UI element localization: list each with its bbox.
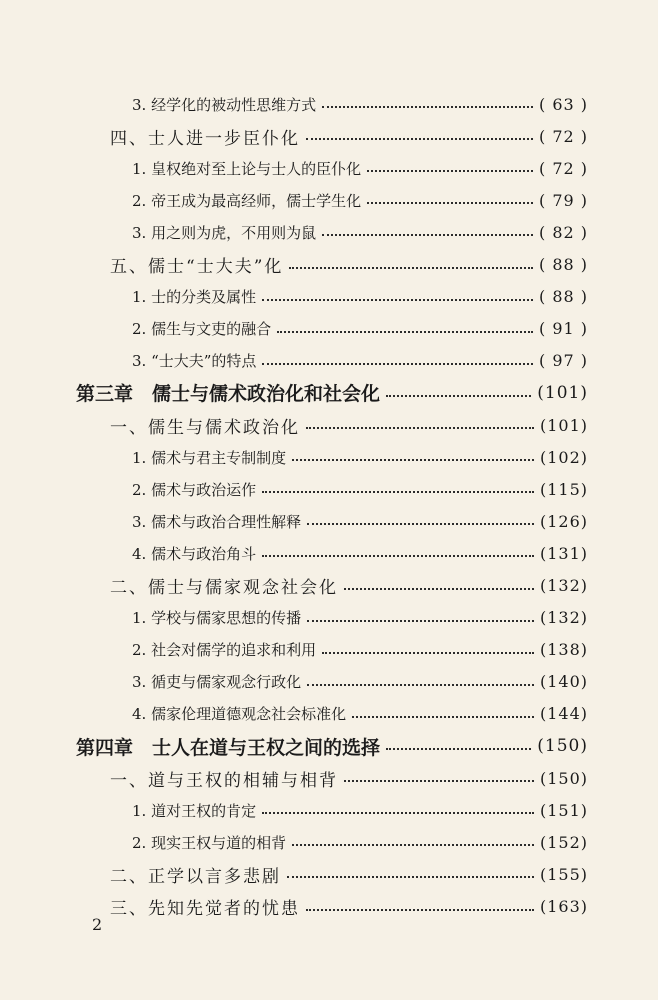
toc-entry-page: (150) bbox=[539, 768, 588, 788]
toc-entry-title: 一、道与王权的相辅与相背 bbox=[110, 770, 338, 791]
toc-entry-title: 五、儒士“士大夫”化 bbox=[110, 257, 284, 277]
toc-entry-title: 3. 经学化的被动性思维方式 bbox=[132, 95, 317, 114]
dot-leader bbox=[367, 170, 533, 172]
dot-leader bbox=[322, 106, 533, 108]
toc-entry bbox=[0, 505, 658, 537]
toc-entry bbox=[0, 602, 658, 634]
toc-entry-page: (102) bbox=[539, 447, 588, 467]
toc-entry bbox=[0, 826, 658, 858]
toc-entry-title: 3. “士大夫”的特点 bbox=[132, 352, 257, 371]
toc-entry-page: ( 82 ) bbox=[538, 222, 588, 242]
toc-entry bbox=[0, 409, 658, 441]
toc-entry-title: 二、正学以言多悲剧 bbox=[110, 866, 281, 887]
toc-entry bbox=[0, 441, 658, 473]
dot-leader bbox=[386, 748, 531, 750]
toc-entry-title: 3. 用之则为虎，不用则为鼠 bbox=[132, 223, 317, 242]
dot-leader bbox=[307, 523, 534, 525]
dot-leader bbox=[262, 555, 534, 557]
toc-entry-page: ( 79 ) bbox=[538, 190, 588, 210]
page-number: 2 bbox=[92, 915, 103, 934]
toc-entry-title: 三、先知先觉者的忧患 bbox=[110, 899, 300, 919]
toc-entry-page: (132) bbox=[539, 608, 588, 628]
toc-entry bbox=[0, 281, 658, 313]
dot-leader bbox=[306, 909, 534, 911]
toc-entry-page: ( 72 ) bbox=[538, 126, 588, 146]
toc-entry-title: 2. 社会对儒学的追求和利用 bbox=[132, 641, 317, 660]
dot-leader bbox=[352, 716, 534, 718]
dot-leader bbox=[292, 844, 534, 846]
toc-entry bbox=[0, 794, 658, 826]
dot-leader bbox=[386, 395, 531, 397]
toc-entry bbox=[0, 634, 658, 666]
toc-entry-page: ( 63 ) bbox=[538, 94, 588, 114]
toc-entry-page: (132) bbox=[539, 576, 588, 595]
toc-entry bbox=[0, 184, 658, 216]
toc-entry-page: (163) bbox=[539, 897, 588, 916]
toc-entry-title: 4. 儒术与政治角斗 bbox=[132, 544, 257, 563]
dot-leader bbox=[306, 427, 534, 429]
toc-entry bbox=[0, 377, 658, 409]
toc-entry bbox=[0, 762, 658, 794]
toc-entry-title: 2. 帝王成为最高经师，儒士学生化 bbox=[132, 191, 362, 210]
toc-entry-page: ( 88 ) bbox=[538, 255, 588, 274]
toc-entry bbox=[0, 858, 658, 890]
toc-entry-page: (152) bbox=[539, 832, 588, 852]
dot-leader bbox=[262, 491, 534, 493]
toc-entry-title: 第四章 士人在道与王权之间的选择 bbox=[76, 736, 381, 759]
dot-leader bbox=[307, 620, 534, 622]
dot-leader bbox=[262, 812, 534, 814]
dot-leader bbox=[322, 234, 533, 236]
toc-entry-page: (101) bbox=[539, 415, 588, 435]
toc-entry-title: 第三章 儒士与儒术政治化和社会化 bbox=[76, 383, 381, 406]
dot-leader bbox=[344, 588, 534, 590]
toc-entry-page: (115) bbox=[539, 479, 588, 499]
dot-leader bbox=[277, 331, 533, 333]
dot-leader bbox=[322, 652, 534, 654]
toc-entry-title: 1. 皇权绝对至上论与士人的臣仆化 bbox=[132, 159, 362, 178]
toc-entry-page: ( 91 ) bbox=[538, 319, 588, 339]
toc-entry-page: ( 72 ) bbox=[538, 158, 588, 178]
toc-entry-title: 2. 儒术与政治运作 bbox=[132, 480, 257, 499]
toc-entry bbox=[0, 537, 658, 569]
toc-entry-page: ( 88 ) bbox=[538, 287, 588, 307]
toc-entry-title: 4. 儒家伦理道德观念社会标准化 bbox=[132, 705, 347, 724]
toc-entry-page: (151) bbox=[539, 800, 588, 820]
toc-entry bbox=[0, 313, 658, 345]
toc-entry-page: (138) bbox=[539, 640, 588, 660]
dot-leader bbox=[262, 299, 533, 301]
toc-entry-title: 1. 道对王权的肯定 bbox=[132, 801, 257, 820]
toc-entry-page: (126) bbox=[539, 511, 588, 531]
toc-entry bbox=[0, 216, 658, 248]
toc-entry-title: 3. 儒术与政治合理性解释 bbox=[132, 512, 302, 531]
toc-entry-page: (140) bbox=[539, 672, 588, 692]
toc-entry-page: (131) bbox=[539, 543, 588, 563]
dot-leader bbox=[367, 202, 533, 204]
toc-entry-title: 1. 士的分类及属性 bbox=[132, 288, 257, 307]
toc-entry bbox=[0, 570, 658, 602]
toc-entry-title: 2. 儒生与文吏的融合 bbox=[132, 320, 272, 339]
toc-entry bbox=[0, 88, 658, 120]
dot-leader bbox=[344, 780, 534, 782]
toc-entry bbox=[0, 345, 658, 377]
dot-leader bbox=[287, 876, 534, 878]
toc-entry-page: ( 97 ) bbox=[538, 351, 588, 371]
dot-leader bbox=[307, 684, 534, 686]
toc-entry-title: 2. 现实王权与道的相背 bbox=[132, 833, 287, 852]
toc-entry bbox=[0, 666, 658, 698]
dot-leader bbox=[292, 459, 534, 461]
dot-leader bbox=[289, 267, 533, 269]
toc-entry bbox=[0, 120, 658, 152]
toc-entry bbox=[0, 249, 658, 281]
toc-entry-title: 四、士人进一步臣仆化 bbox=[110, 128, 300, 149]
toc-entry bbox=[0, 698, 658, 730]
toc-entry bbox=[0, 152, 658, 184]
dot-leader bbox=[306, 138, 533, 140]
toc-entry-page: (144) bbox=[539, 704, 588, 724]
toc-entry-title: 二、儒士与儒家观念社会化 bbox=[110, 578, 338, 598]
toc-entry-title: 1. 学校与儒家思想的传播 bbox=[132, 609, 302, 628]
dot-leader bbox=[262, 363, 533, 365]
toc-entry bbox=[0, 473, 658, 505]
toc-entry-page: (155) bbox=[539, 864, 588, 884]
toc-entry bbox=[0, 730, 658, 762]
toc-entry-title: 一、儒生与儒术政治化 bbox=[110, 417, 300, 438]
toc-entry-title: 3. 循吏与儒家观念行政化 bbox=[132, 673, 302, 692]
toc-entry-page: (150) bbox=[537, 736, 588, 756]
toc-entry-page: (101) bbox=[537, 382, 588, 403]
toc-entry-title: 1. 儒术与君主专制制度 bbox=[132, 448, 287, 467]
